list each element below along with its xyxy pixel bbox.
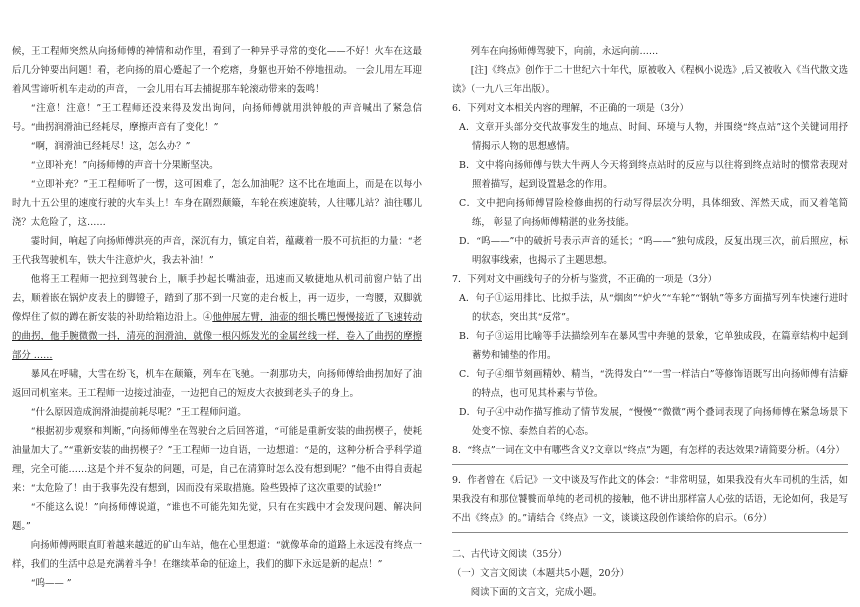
annotation-note: [注]《终点》创作于二十世纪六十年代，原被收入《程枫小说选》,后又被收入《当代散文选读》（一九八三年出版）。 [452, 65, 848, 95]
divider [452, 532, 848, 533]
question-7-option-b: B．句子③运用比喻等手法描绘列车在暴风雪中奔驰的景象，它单独成段，在篇章结构中起到 蓄势和铺垫的作用。 [459, 331, 848, 361]
question-7-stem: 7．下列对文中画线句子的分析与鉴赏，不正确的一项是（3分） [452, 274, 718, 285]
question-6-option-a: A．文章开头部分交代故事发生的地点、时间、环境与人物，并围绕“终点站”这个关键词用抒情揭示人物的思想感情。 [459, 122, 848, 152]
divider [452, 464, 848, 465]
right-column [452, 42, 848, 602]
paragraph: “啊，润滑油已经耗尽！这，怎么办？” [30, 141, 191, 152]
left-column [12, 42, 422, 593]
paragraph: “立即补充！”向扬师傅的声音十分果断坚决。 [30, 160, 219, 171]
question-6-option-c: C．文中把向扬师傅冒险检修曲拐的行动写得层次分明，具体细致、浑然天成，而又着笔简练， 彰显了向扬师傅精湛的业务技能。 [459, 198, 848, 228]
question-6-option-b: B．文中将向扬师傅与铁大牛两人今天将到终点站时的反应与以往将到终点站时的惯常表现对照着描写，起到设置悬念的作用。 [459, 160, 848, 190]
question-6-option-d: D．“呜——”中的破折号表示声音的延长；“呜——”独句成段，反复出现三次，前后照应，标明叙事线索，也揭示了主题思想。 [459, 236, 848, 266]
paragraph: 候，王工程师突然从向扬师傅的神情和动作里，看到了一种异乎寻常的变化——不好！火车在这最后几分钟要出问题！看，老向扬的眉心蹙起了一个疙瘩，身躯也开始不停地扭动。 一会儿用左耳迎着风雪谛听机车走动的声音， 一会儿用右耳去捕捉那车轮滚动带来的轰鸣！ [12, 46, 422, 95]
question-9: 9．作者曾在《后记》一文中谈及写作此文的体会：“非常明显，如果我没有火车司机的生活，如果我没有和那位饕餮而单纯的老司机的接触，他不讲出那样富人心弦的话语，无论如何，我是写不出《终点》的。”请结合《终点》一文，谈谈这段创作谈给你的启示。（6分） [452, 475, 848, 524]
paragraph: “不能这么说！”向扬师傅说道，“谁也不可能先知先觉，只有在实践中才会发现问题、解决问题。” [12, 502, 422, 532]
question-7-option-a: A．句子①运用排比、比拟手法，从“烟囱”“炉火”“车轮”“钢轨”等多方面描写列车快速行进时的状态，突出其“反常”。 [459, 293, 848, 323]
paragraph: “注意！注意！”王工程师还没来得及发出询问，向扬师傅就用洪钟般的声音喊出了紧急信号。“曲拐润滑油已经耗尽，摩擦声音有了变化！” [12, 103, 422, 133]
story-ending: 列车在向扬师傅驾驶下，向前，永远向前…… [470, 46, 659, 57]
question-7-option-d: D．句子④中动作描写推动了情节发展，“慢慢”“微微”两个叠词表现了向扬师傅在紧急场景下处变不惊、泰然自若的心态。 [459, 407, 848, 437]
instruction-text: 阅读下面的文言文，完成小题。 [470, 587, 603, 598]
paragraph: “什么原因造成润滑油提前耗尽呢？”王工程师问道。 [30, 407, 247, 418]
paragraph-with-underlined-sentence [12, 270, 422, 365]
paragraph: 向扬师傅两眼直盯着越来越近的矿山车站，他在心里想道：“就像革命的道路上永远没有终点一样，我们的生活中总是充满着斗争！在继续革命的征途上，我们的脚下永远是新的起点！” [12, 540, 422, 570]
question-7-option-c: C．句子④细节刻画精妙、精当，“洗得发白”“一雪一样洁白”等修饰语既写出向扬师傅有洁癖的特点，也可见其朴素与节俭。 [459, 369, 848, 399]
paragraph: 暴风在呼啸，大雪在纷飞，机车在颠簸，列车在飞驰。一刹那功夫，向扬师傅给曲拐加好了油返回司机室来。王工程师一边接过油壶，一边把自己的短皮大衣披到老头子的身上。 [12, 369, 422, 399]
paragraph: “呜—— ” [30, 578, 72, 589]
paragraph: 霎时间，响起了向扬师傅洪亮的声音，深沉有力，镇定自若，蕴藏着一股不可抗拒的力量：“老王代我驾驶机车，铁大牛注意炉火，我去补油！” [12, 236, 422, 266]
paragraph: “立即补充？”王工程师听了一愣，这可困难了，怎么加油呢？这不比在地面上，而是在以每小时九十五公里的速度行驶的火车头上！车身在剧烈颠簸，车轮在疾速旋转，人往哪儿站？油往哪儿浇？太危险了，这…… [12, 179, 422, 228]
paragraph: “根据初步观察和判断，”向扬师傅坐在驾驶台之后回答道，“可能是重新安装的曲拐楔子，使耗油量加大了。”“重新安装的曲拐楔子？”王工程师一边自语，一边想道：“是的，这种分析合乎科学道理，完全可能……这是个并不复杂的问题，可是，自己在清算时怎么没有想到呢？”他不由得自责起来：“太危险了！由于我事先没有想到，因而没有采取措施。险些毁掉了这次重要的试验!” [12, 426, 422, 494]
underlined-sentence: 他伸展左臂，油壶的细长嘴巴慢慢接近了飞速转动的曲拐，他手腕微微一抖，清亮的润滑油，就像一根闪烁发光的金属丝线一样，卷入了曲拐的摩擦部分 …… [12, 312, 422, 361]
paragraph-text: 他将王工程师一把拉到驾驶台上，顺手抄起长嘴油壶，迅速而又敏捷地从机司前窗户钻了出去，顺着嵌在锅炉皮表上的脚镫子，踏到了那不到一尺宽的走台板上，再一迈步，一弯腰，双脚就像焊住了似的蹲在新安装的补助给箱边沿上。④ [12, 274, 422, 323]
question-6-stem: 6．下列对文本相关内容的理解，不正确的一项是（3分） [452, 103, 689, 114]
question-8: 8．“终点”一词在文中有哪些含义?文章以“终点”为题，有怎样的表达效果?请简要分析。（4分） [452, 445, 845, 456]
subsection-heading: （一）文言文阅读（本题共5小题，20分） [452, 568, 630, 579]
section-heading: 二、古代诗文阅读（35分） [452, 549, 568, 560]
